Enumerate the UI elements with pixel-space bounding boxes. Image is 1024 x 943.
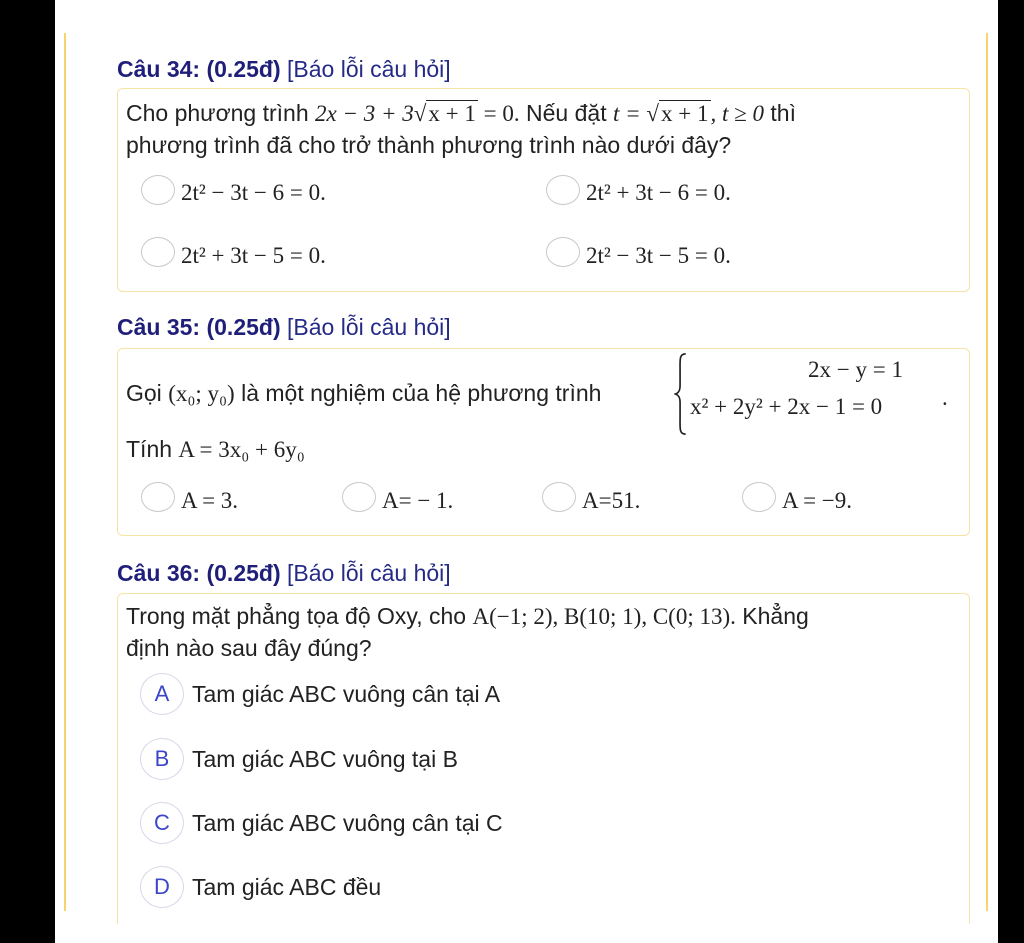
q34-report-link[interactable]: [Báo lỗi câu hỏi] xyxy=(287,56,451,82)
q36-header xyxy=(117,560,451,587)
q36-number: Câu 36: (0.25đ) xyxy=(117,560,281,586)
q34-prompt-line2: phương trình đã cho trở thành phương trình nào dưới đây? xyxy=(126,132,732,158)
q34-prompt-line1: Cho phương trình 2x − 3 + 3√x + 1 = 0. Nếu đặt t = √x + 1, t ≥ 0 thì xyxy=(126,100,796,126)
q35-option-3-text: A=51. xyxy=(582,488,641,513)
q34-option-2-radio[interactable] xyxy=(546,175,580,205)
q34-option-3-text: 2t² + 3t − 5 = 0. xyxy=(181,243,326,268)
q34-option-4-text: 2t² − 3t − 5 = 0. xyxy=(586,243,731,268)
q36-option-d-text: Tam giác ABC đều xyxy=(192,874,382,900)
q35-system-row1: 2x − y = 1 xyxy=(808,357,903,382)
q36-option-b-button[interactable]: B xyxy=(140,738,184,780)
q36-option-a-text: Tam giác ABC vuông cân tại A xyxy=(192,681,501,707)
q36-option-a-button[interactable]: A xyxy=(140,673,184,715)
q34-card xyxy=(117,88,970,292)
q36-prompt-line2: định nào sau đây đúng? xyxy=(126,635,372,661)
system-brace-icon xyxy=(674,352,688,436)
q35-option-2-radio[interactable] xyxy=(342,482,376,512)
q35-card xyxy=(117,348,970,536)
q36-prompt-line1: Trong mặt phẳng tọa độ Oxy, cho A(−1; 2), B(10; 1), C(0; 13). Khẳng xyxy=(126,603,809,629)
q35-system-row2: x² + 2y² + 2x − 1 = 0 xyxy=(690,394,883,419)
q34-option-2-text: 2t² + 3t − 6 = 0. xyxy=(586,180,731,205)
q35-prompt-line1: Gọi (x₀; y₀) là một nghiệm của hệ phương trình xyxy=(126,380,602,406)
q35-option-3-radio[interactable] xyxy=(542,482,576,512)
q36-option-d-button[interactable]: D xyxy=(140,866,184,908)
left-border-line xyxy=(64,33,66,911)
q34-option-4-radio[interactable] xyxy=(546,237,580,267)
q36-option-c-text: Tam giác ABC vuông cân tại C xyxy=(192,810,503,836)
q35-number: Câu 35: (0.25đ) xyxy=(117,314,281,340)
q35-option-4-radio[interactable] xyxy=(742,482,776,512)
q36-option-b-text: Tam giác ABC vuông tại B xyxy=(192,746,458,772)
q34-option-1-text: 2t² − 3t − 6 = 0. xyxy=(181,180,326,205)
q34-number: Câu 34: (0.25đ) xyxy=(117,56,281,82)
q35-header xyxy=(117,314,451,341)
q34-option-1-radio[interactable] xyxy=(141,175,175,205)
q34-header xyxy=(117,56,451,83)
quiz-page xyxy=(55,0,998,943)
q35-report-link[interactable]: [Báo lỗi câu hỏi] xyxy=(287,314,451,340)
q35-option-4-text: A = −9. xyxy=(782,488,853,513)
q35-option-1-radio[interactable] xyxy=(141,482,175,512)
q36-card xyxy=(117,593,970,924)
q35-prompt-line2: Tính A = 3x₀ + 6y₀ xyxy=(126,436,305,462)
q34-option-3-radio[interactable] xyxy=(141,237,175,267)
right-border-line xyxy=(986,33,988,911)
q36-option-c-button[interactable]: C xyxy=(140,802,184,844)
q35-system-dot: . xyxy=(942,385,948,410)
q36-report-link[interactable]: [Báo lỗi câu hỏi] xyxy=(287,560,451,586)
q35-option-1-text: A = 3. xyxy=(181,488,239,513)
q35-option-2-text: A= − 1. xyxy=(382,488,454,513)
